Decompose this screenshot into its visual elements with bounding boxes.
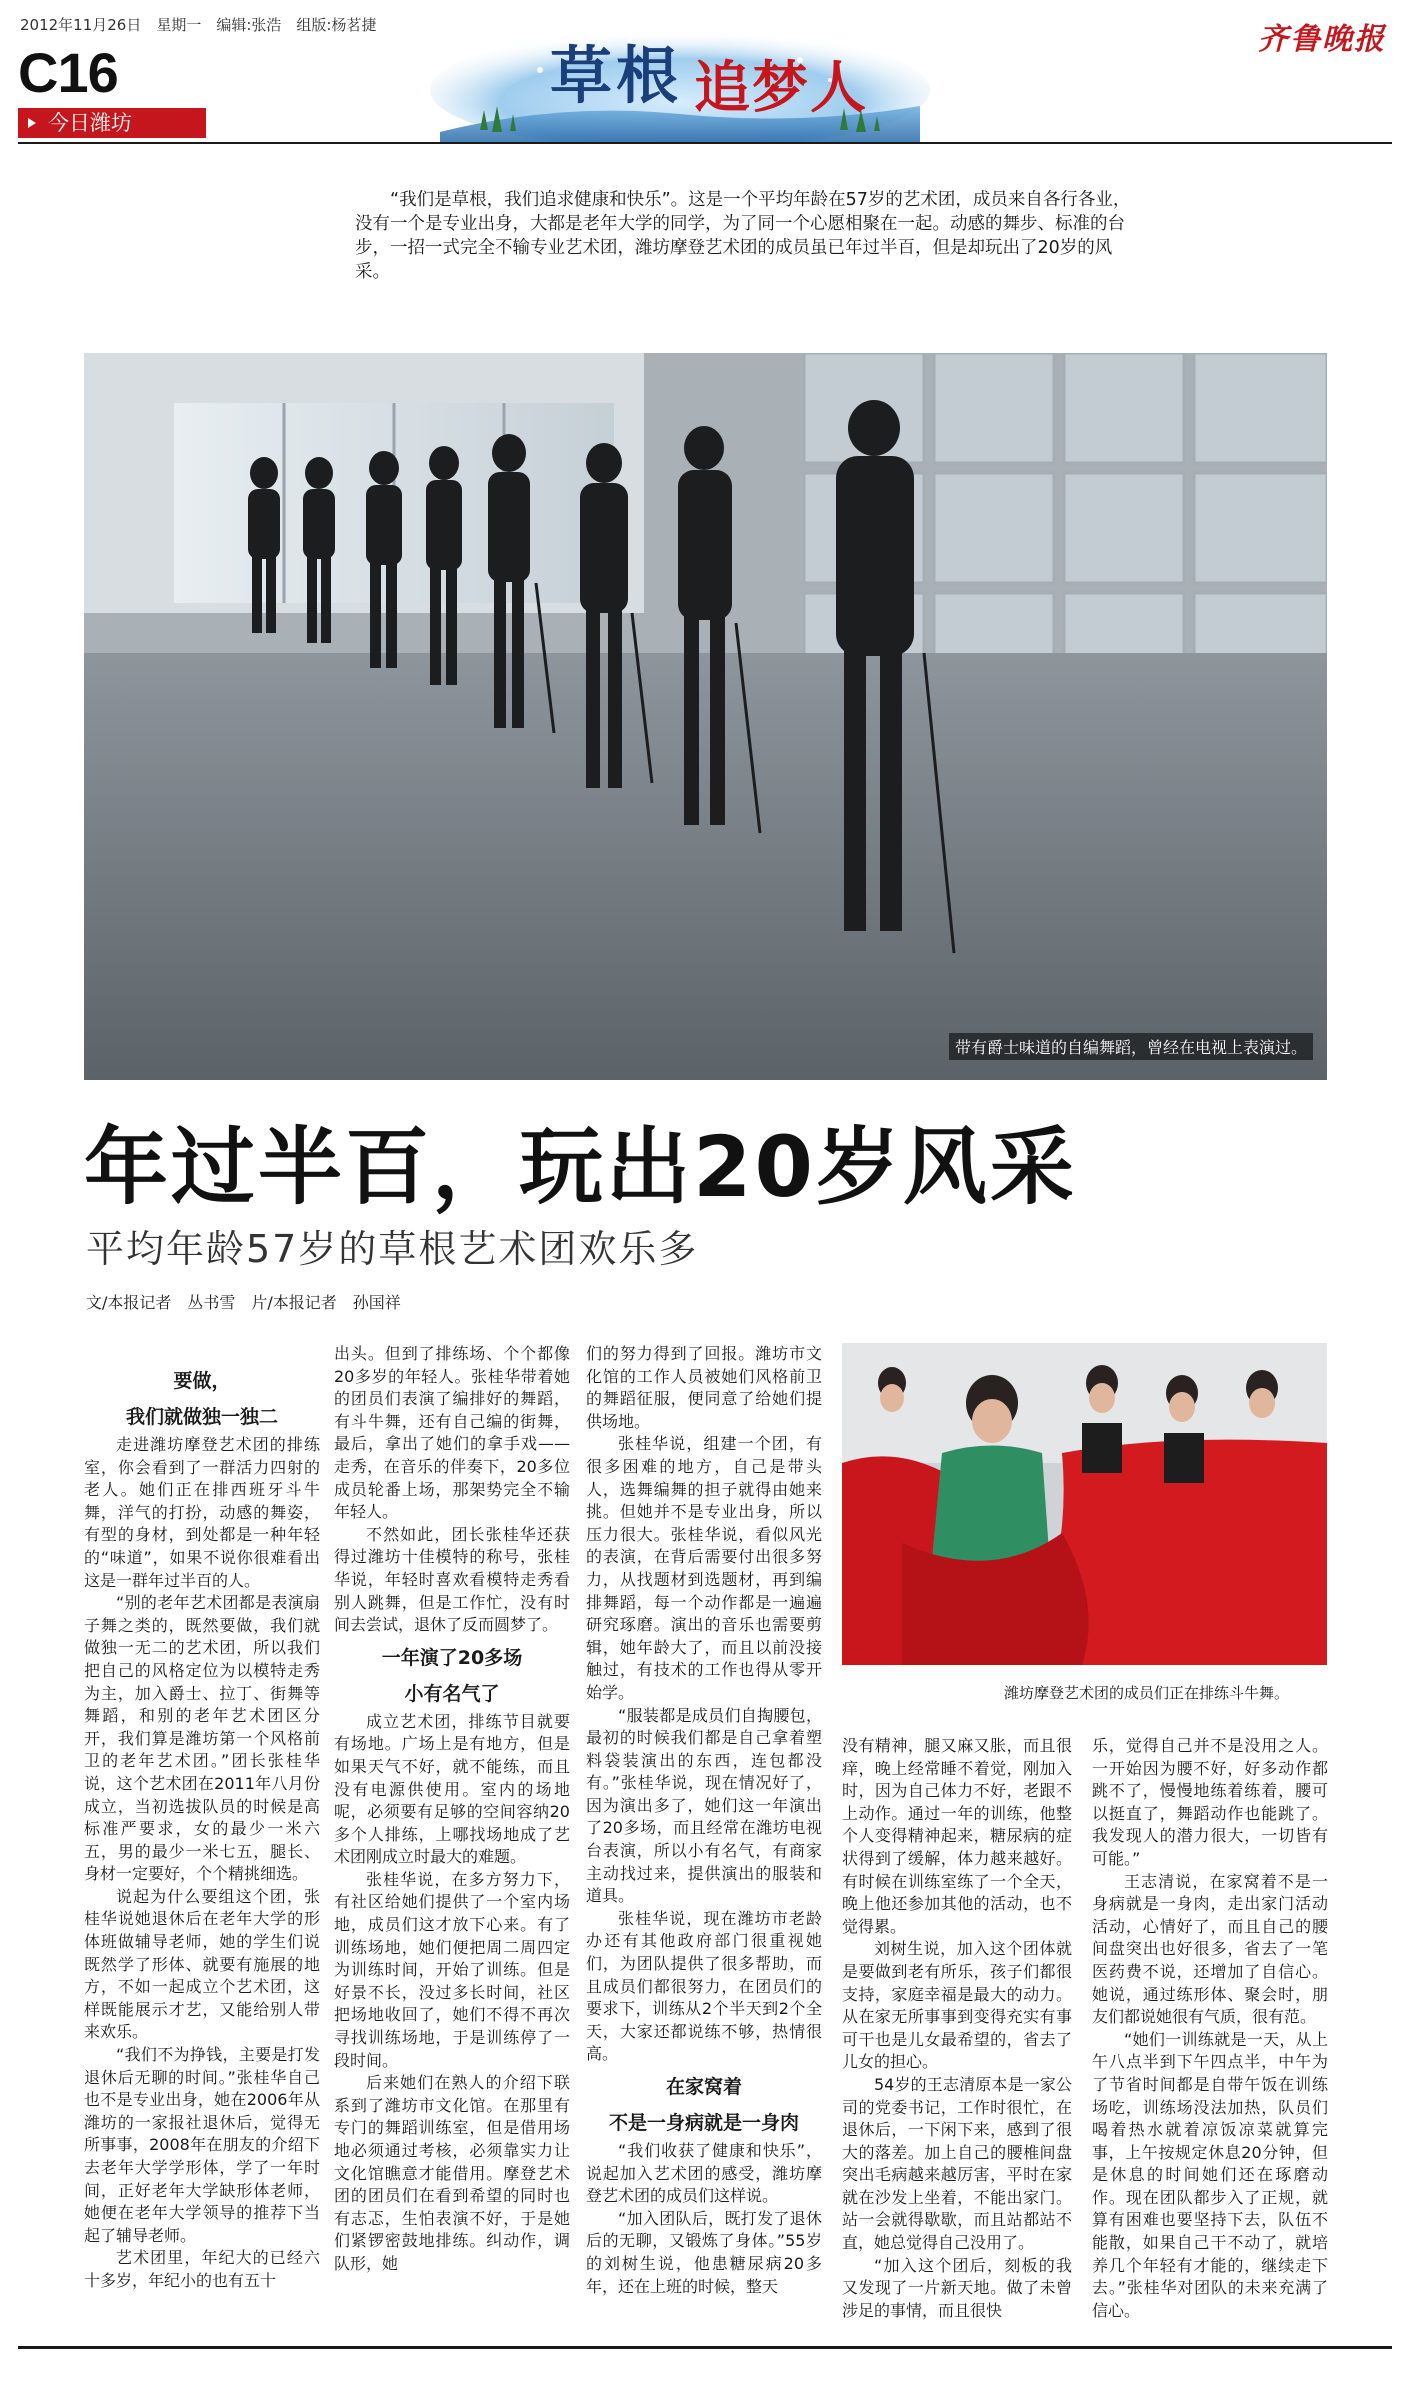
article-paragraph: 刘树生说，加入这个团体就是要做到老有所乐，孩子们都很支持，家庭幸福是最大的动力。从在家无所事事到变得充实有事可干也是儿女最希望的，省去了儿女的担心。 xyxy=(842,1939,1072,2072)
article-column-2 xyxy=(334,1343,570,2276)
main-photo-caption: 带有爵士味道的自编舞蹈，曾经在电视上表演过。 xyxy=(949,1033,1313,1060)
article-paragraph: 艺术团里，年纪大的已经六十多岁，年纪小的也有五十 xyxy=(84,2248,320,2290)
byline: 文/本报记者 丛书雪 片/本报记者 孙国祥 xyxy=(86,1293,401,1312)
second-photo-caption: 潍坊摩登艺术团的成员们正在排练斗牛舞。 xyxy=(1004,1684,1290,1702)
article-paragraph: “我们不为挣钱，主要是打发退休后无聊的时间。”张桂华自己也不是专业出身，她在2006年从潍坊的一家报社退休后，觉得无所事事，2008年在朋友的介绍下去老年大学学形体，学了一年时间，正好老年大学缺形体老师，她便在老年大学领导的推荐下当起了辅导老师。 xyxy=(84,2045,320,2245)
section-heading: 不是一身病就是一身肉 xyxy=(608,2112,799,2134)
article-paragraph: 走进潍坊摩登艺术团的排练室，你会看到了一群活力四射的老人。她们正在排西班牙斗牛舞，洋气的打扮，动感的舞姿，有型的身材，到处都是一种年轻的“味道”，如果不说你很难看出这是一群年过半百的人。 xyxy=(84,1435,320,1590)
section-heading: 要做， xyxy=(173,1370,231,1392)
column-title-dream-chaser: 追梦人 xyxy=(694,55,868,121)
article-paragraph: 54岁的王志清原本是一家公司的党委书记，工作时很忙，在退休后，一下闲下来，感到了很大的落差。加上自己的腰椎间盘突出毛病越来越厉害，平时在家就在沙发上坐着，不能出家门。站一会就得歇歇，而且站都站不直，她总觉得自己没用了。 xyxy=(842,2074,1072,2253)
rehearsal-silhouettes-image xyxy=(84,353,1327,1080)
article-paragraph: “加入这个团后，刻板的我又发现了一片新天地。做了未曾涉足的事情，而且很快 xyxy=(842,2255,1072,2320)
column-title-grassroots: 草根 xyxy=(550,39,683,112)
section-heading: 小有名气了 xyxy=(404,1682,500,1705)
article-paragraph: “服装都是成员们自掏腰包，最初的时候我们都是自己拿着塑料袋装演出的东西，连包都没有。”张桂华说，现在情况好了，因为演出多了，她们这一年演出了20多场，而且经常在潍坊电视台表演，所以小有名气，有商家主动找过来，提供演出的服装和道具。 xyxy=(586,1705,822,1906)
article-column-1 xyxy=(84,1360,320,2293)
article-paragraph: “别的老年艺术团都是表演扇子舞之类的，既然要做，我们就做独一无二的艺术团，所以我们把自己的风格定位为以模特走秀为主，加入爵士、拉丁、街舞等舞蹈，和别的老年艺术团区分开，我们算是潍坊第一个风格前卫的老年艺术团。”团长张桂华说，这个艺术团在2011年八月份成立，当初选拔队员的时候是高标准严要求，女的最少一米六五，男的最少一米七五，腿长、身材一定要好，个个精挑细选。 xyxy=(84,1593,320,1884)
intro-paragraph: “我们是草根，我们追求健康和快乐”。这是一个平均年龄在57岁的艺术团，成员来自各行各业，没有一个是专业出身，大都是老年大学的同学，为了同一个心愿相聚在一起。动感的舞步、标准的台步，一招一式完全不输专业艺术团，潍坊摩登艺术团的成员虽已年过半百，但是却玩出了20岁的风采。 xyxy=(355,190,1131,282)
article-paragraph: “加入团队后，既打发了退休后的无聊，又锻炼了身体。”55岁的刘树生说，他患糖尿病20多年，还在上班的时候，整天 xyxy=(586,2208,822,2296)
section-heading: 我们就做独一独二 xyxy=(125,1406,278,1428)
article-paragraph: 出头。但到了排练场、个个都像20多岁的年轻人。张桂华带着她的团员们表演了编排好的舞蹈，有斗牛舞，还有自己编的街舞，最后，拿出了她们的拿手戏——走秀，在音乐的伴奏下，20多位成员轮番上场，那架势完全不输年轻人。 xyxy=(334,1344,570,1522)
bottom-rule xyxy=(18,2346,1392,2349)
article-paragraph: 后来她们在熟人的介绍下联系到了潍坊市文化馆。在那里有专门的舞蹈训练室，但是借用场地必须通过考核，必须靠实力让文化馆瞧意才能借用。摩登艺术团的团员们在看到希望的同时也有志忑，生怕表演不好，于是她们紧锣密鼓地排练。纠动作，调队形，她 xyxy=(334,2073,570,2273)
article-paragraph: 张桂华说，在多方努力下，有社区给她们提供了一个室内场地，成员们这才放下心来。有了训练场地，她们便把周二周四定为训练时间，开始了训练。但是好景不长，没过多长时间，社区把场地收回了，她们不得不再次寻找训练场地，于是训练停了一段时间。 xyxy=(334,1869,570,2070)
article-paragraph: 王志清说，在家窝着不是一身病就是一身肉，走出家门活动活动，心情好了，而且自己的腰间盘突出也好很多，省去了一笔医药费不说，还增加了自信心。她说，通过练形体、聚会时，朋友们都说她很有气质，很有范。 xyxy=(1092,1871,1328,2027)
article-paragraph: 说起为什么要组这个团，张桂华说她退休后在老年大学的形体班做辅导老师，她的学生们说既然学了形体、就要有施展的地方，不如一起成立个艺术团，这样既能展示才艺，又能给别人带来欢乐。 xyxy=(84,1886,320,2042)
article-paragraph: 张桂华说，现在潍坊市老龄办还有其他政府部门很重视她们，为团队提供了很多帮助，而且成员们都很努力，在团员们的要求下，训练从2个半天到2个全天，大家还都说练不够，热情很高。 xyxy=(586,1908,822,2064)
article-paragraph: “我们收获了健康和快乐”，说起加入艺术团的感受，潍坊摩登艺术团的成员们这样说。 xyxy=(586,2141,822,2206)
second-photo xyxy=(842,1343,1327,1665)
headline: 年过半百，玩出20岁风采 xyxy=(84,1118,1077,1216)
article-paragraph: 乐，觉得自己并不是没用之人。一开始因为腰不好，好多动作都跳不了，慢慢地练着练着，腰可以挺直了，舞蹈动作也能跳了。我发现人的潜力很大，一切皆有可能。” xyxy=(1092,1736,1328,1868)
newspaper-logo: 齐鲁晚报 xyxy=(1258,22,1386,57)
subheadline: 平均年龄57岁的草根艺术团欢乐多 xyxy=(86,1227,699,1271)
article-column-4 xyxy=(842,1735,1072,2322)
dateline: 2012年11月26日 星期一 编辑:张浩 组版:杨茗捷 xyxy=(20,16,377,34)
header-rule xyxy=(18,142,1392,144)
article-paragraph: 张桂华说，组建一个团，有很多困难的地方，自己是带头人，选舞编舞的担子就得由她来挑。但她并不是专业出身，所以压力很大。张桂华说，看似风光的表演，在背后需要付出很多努力，从找题材到选题材，再到编排舞蹈，每一个动作都是一遍遍研究琢磨。演出的音乐也需要剪辑，她年龄大了，而且以前没接触过，有技术的工作也得从零开始学。 xyxy=(586,1434,822,1702)
section-heading: 在家窝着 xyxy=(665,2076,742,2098)
section-label: 今日潍坊 xyxy=(48,111,132,135)
article-column-5 xyxy=(1092,1735,1328,2322)
article-paragraph: 们的努力得到了回报。潍坊市文化馆的工作人员被她们风格前卫的舞蹈征服，便同意了给她们提供场地。 xyxy=(586,1344,822,1431)
article-paragraph: 不然如此，团长张桂华还获得过潍坊十佳模特的称号，张桂华说，年轻时喜欢看模特走秀看别人跳舞，但是工作忙，没有时间去尝试，退休了反而圆梦了。 xyxy=(334,1524,570,1635)
section-tab xyxy=(18,108,206,138)
triangle-icon xyxy=(28,118,36,128)
bullfight-dance-image xyxy=(842,1343,1327,1665)
article-paragraph: 没有精神，腿又麻又胀，而且很痒，晚上经常睡不着觉，刚加入时，因为自己体力不好，老跟不上动作。通过一年的训练，他整个人变得精神起来，糖尿病的症状得到了缓解，体力越来越好。有时候在训练室练了一个全天，晚上他还参加其他的活动，也不觉得累。 xyxy=(842,1736,1072,1936)
article-paragraph: “她们一训练就是一天，从上午八点半到下午四点半，中午为了节省时间都是自带午饭在训练场吃，训练场没法加热，队员们喝着热水就着凉饭凉菜就算完事，上午按规定休息20分钟，但是休息的时间她们还在琢磨动作。现在团队都步入了正规，就算有困难也要坚持下去，队伍不能散，如果自己干不动了，就培养几个年轻有才能的，继续走下去。”张桂华对团队的未来充满了信心。 xyxy=(1092,2029,1328,2320)
main-photo xyxy=(84,353,1327,1080)
page-number: C16 xyxy=(18,41,118,104)
article-paragraph: 成立艺术团，排练节目就要有场地。广场上是有地方，但是如果天气不好，就不能练，而且没有电源供使用。室内的场地呢，必须要有足够的空间容纳20多个人排练，上哪找场地成了艺术团刚成立时最大的难题。 xyxy=(334,1711,570,1867)
section-heading: 一年演了20多场 xyxy=(381,1646,523,1669)
article-column-3 xyxy=(586,1343,822,2298)
